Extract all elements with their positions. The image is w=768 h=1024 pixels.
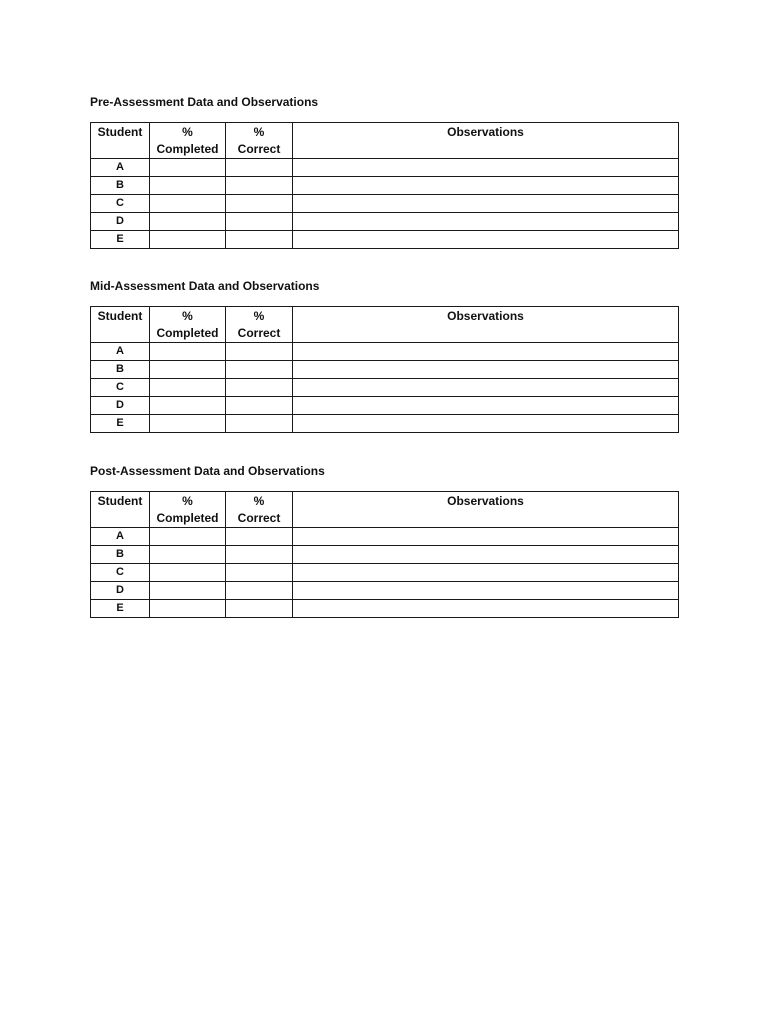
header-percent-completed: % Completed <box>150 307 226 343</box>
correct-cell[interactable] <box>226 600 293 618</box>
correct-cell[interactable] <box>226 546 293 564</box>
observations-cell[interactable] <box>293 564 679 582</box>
pre-assessment-section <box>90 95 679 245</box>
student-cell: D <box>91 213 150 231</box>
header-percent-completed: % Completed <box>150 492 226 528</box>
correct-cell[interactable] <box>226 213 293 231</box>
table-row <box>91 177 679 195</box>
pre-assessment-table <box>90 122 679 249</box>
observations-cell[interactable] <box>293 600 679 618</box>
table-row <box>91 415 679 433</box>
student-cell: B <box>91 177 150 195</box>
table-row <box>91 546 679 564</box>
correct-cell[interactable] <box>226 564 293 582</box>
completed-cell[interactable] <box>150 564 226 582</box>
correct-cell[interactable] <box>226 231 293 249</box>
student-cell: A <box>91 528 150 546</box>
correct-cell[interactable] <box>226 415 293 433</box>
mid-assessment-table <box>90 306 679 433</box>
student-cell: A <box>91 159 150 177</box>
header-student: Student <box>91 492 150 528</box>
student-cell: E <box>91 600 150 618</box>
observations-cell[interactable] <box>293 415 679 433</box>
completed-cell[interactable] <box>150 528 226 546</box>
header-percent-correct: % Correct <box>226 123 293 159</box>
observations-cell[interactable] <box>293 177 679 195</box>
post-assessment-table <box>90 491 679 618</box>
correct-cell[interactable] <box>226 361 293 379</box>
table-header-row <box>91 307 679 343</box>
table-row <box>91 213 679 231</box>
completed-cell[interactable] <box>150 546 226 564</box>
header-percent-completed: % Completed <box>150 123 226 159</box>
correct-cell[interactable] <box>226 397 293 415</box>
completed-cell[interactable] <box>150 213 226 231</box>
completed-cell[interactable] <box>150 397 226 415</box>
observations-cell[interactable] <box>293 582 679 600</box>
student-cell: B <box>91 546 150 564</box>
observations-cell[interactable] <box>293 397 679 415</box>
observations-cell[interactable] <box>293 195 679 213</box>
correct-cell[interactable] <box>226 177 293 195</box>
table-row <box>91 582 679 600</box>
completed-cell[interactable] <box>150 600 226 618</box>
correct-cell[interactable] <box>226 195 293 213</box>
correct-cell[interactable] <box>226 343 293 361</box>
correct-cell[interactable] <box>226 379 293 397</box>
header-student: Student <box>91 307 150 343</box>
table-row <box>91 195 679 213</box>
student-cell: D <box>91 397 150 415</box>
observations-cell[interactable] <box>293 379 679 397</box>
section-title: Post-Assessment Data and Observations <box>90 464 325 478</box>
header-observations: Observations <box>293 307 679 343</box>
header-percent-correct: % Correct <box>226 492 293 528</box>
observations-cell[interactable] <box>293 231 679 249</box>
table-row <box>91 361 679 379</box>
student-cell: E <box>91 415 150 433</box>
completed-cell[interactable] <box>150 195 226 213</box>
observations-cell[interactable] <box>293 546 679 564</box>
student-cell: E <box>91 231 150 249</box>
table-header-row <box>91 492 679 528</box>
mid-assessment-section <box>90 279 679 429</box>
completed-cell[interactable] <box>150 582 226 600</box>
table-row <box>91 528 679 546</box>
correct-cell[interactable] <box>226 582 293 600</box>
header-percent-correct: % Correct <box>226 307 293 343</box>
header-observations: Observations <box>293 492 679 528</box>
section-title: Pre-Assessment Data and Observations <box>90 95 319 109</box>
completed-cell[interactable] <box>150 159 226 177</box>
student-cell: B <box>91 361 150 379</box>
header-observations: Observations <box>293 123 679 159</box>
observations-cell[interactable] <box>293 343 679 361</box>
correct-cell[interactable] <box>226 159 293 177</box>
completed-cell[interactable] <box>150 177 226 195</box>
table-row <box>91 343 679 361</box>
table-row <box>91 379 679 397</box>
student-cell: C <box>91 564 150 582</box>
observations-cell[interactable] <box>293 361 679 379</box>
completed-cell[interactable] <box>150 379 226 397</box>
student-cell: C <box>91 195 150 213</box>
table-header-row <box>91 123 679 159</box>
student-cell: D <box>91 582 150 600</box>
table-row <box>91 397 679 415</box>
observations-cell[interactable] <box>293 213 679 231</box>
post-assessment-section <box>90 464 679 614</box>
completed-cell[interactable] <box>150 343 226 361</box>
table-row <box>91 159 679 177</box>
section-title: Mid-Assessment Data and Observations <box>90 279 320 293</box>
table-row <box>91 600 679 618</box>
observations-cell[interactable] <box>293 159 679 177</box>
table-row <box>91 231 679 249</box>
header-student: Student <box>91 123 150 159</box>
completed-cell[interactable] <box>150 415 226 433</box>
student-cell: C <box>91 379 150 397</box>
completed-cell[interactable] <box>150 231 226 249</box>
correct-cell[interactable] <box>226 528 293 546</box>
table-row <box>91 564 679 582</box>
completed-cell[interactable] <box>150 361 226 379</box>
student-cell: A <box>91 343 150 361</box>
observations-cell[interactable] <box>293 528 679 546</box>
